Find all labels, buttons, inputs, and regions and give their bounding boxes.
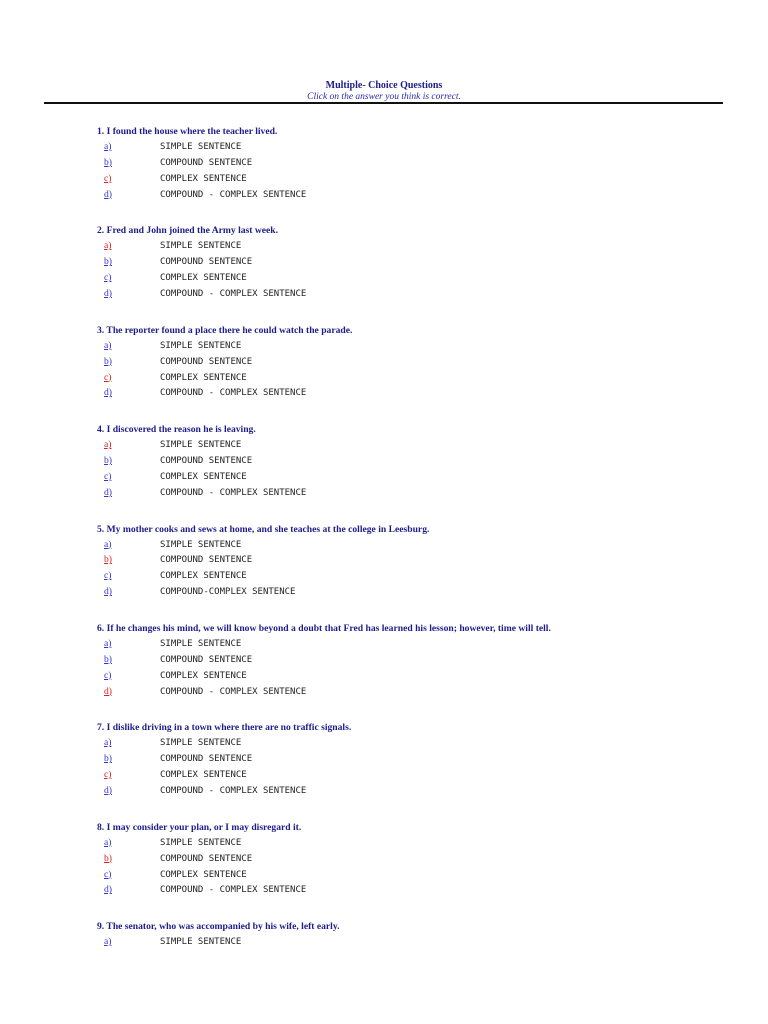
answer-option-label: COMPOUND SENTENCE [160, 456, 253, 467]
question-text: 1. I found the house where the teacher lived. [97, 126, 278, 137]
answer-option-link[interactable]: c) [104, 371, 112, 383]
page-header [0, 80, 768, 103]
answer-option-label: SIMPLE SENTENCE [160, 837, 242, 848]
answer-option-label: COMPLEX SENTENCE [160, 670, 247, 681]
answer-option-label: SIMPLE SENTENCE [160, 738, 242, 749]
answer-option-label: SIMPLE SENTENCE [160, 142, 242, 152]
question-block [97, 920, 737, 1019]
answer-option [97, 140, 737, 156]
answer-option-link[interactable]: a) [104, 936, 112, 948]
answer-option-label: COMPOUND SENTENCE [160, 157, 253, 168]
answer-option-link[interactable]: c) [104, 868, 112, 880]
answer-option-label: COMPLEX SENTENCE [160, 372, 247, 383]
answer-option-label: COMPOUND-COMPLEX SENTENCE [160, 587, 296, 598]
answer-option [97, 868, 737, 884]
page-title: Multiple- Choice Questions [325, 80, 443, 91]
answer-option-label: COMPOUND - COMPLEX SENTENCE [160, 289, 307, 300]
question-block [97, 224, 737, 323]
answer-option-link[interactable]: b) [104, 355, 112, 367]
answer-option-label: SIMPLE SENTENCE [160, 539, 242, 550]
question-block [97, 821, 737, 920]
answer-option-label: COMPOUND SENTENCE [160, 853, 253, 864]
answer-option [97, 883, 737, 899]
answer-option-link[interactable]: c) [104, 470, 112, 482]
answer-option [97, 752, 737, 768]
answer-option [97, 470, 737, 486]
answer-option-link[interactable]: d) [104, 486, 112, 498]
answer-option-link[interactable]: b) [104, 455, 112, 467]
answer-option [97, 156, 737, 172]
answer-option-label: COMPOUND - COMPLEX SENTENCE [160, 189, 307, 200]
answer-option-link[interactable]: a) [104, 538, 112, 550]
answer-option [97, 852, 737, 868]
question-block [97, 622, 737, 721]
answer-option-label: SIMPLE SENTENCE [160, 638, 242, 649]
answer-option-link[interactable]: d) [104, 884, 112, 896]
answer-option [97, 271, 737, 287]
answer-option-link[interactable]: a) [104, 339, 112, 351]
answer-option-link[interactable]: d) [104, 387, 112, 399]
answer-option-label: COMPLEX SENTENCE [160, 869, 247, 880]
answer-option-label: COMPOUND - COMPLEX SENTENCE [160, 885, 307, 896]
answer-option [97, 685, 737, 701]
answer-option-link[interactable]: b) [104, 653, 112, 665]
question-text: 9. The senator, who was accompanied by his wife, left early. [97, 921, 340, 933]
answer-option-link[interactable]: a) [104, 737, 112, 749]
answer-option-label: SIMPLE SENTENCE [160, 937, 242, 948]
question-text: 7. I dislike driving in a town where there are no traffic signals. [97, 722, 352, 734]
answer-option-label: SIMPLE SENTENCE [160, 241, 242, 252]
question-text: 2. Fred and John joined the Army last week. [97, 225, 279, 237]
answer-option-label: COMPOUND - COMPLEX SENTENCE [160, 786, 307, 797]
answer-option-label: COMPOUND SENTENCE [160, 356, 253, 367]
answer-option [97, 486, 737, 502]
answer-option [97, 255, 737, 271]
answer-option [97, 339, 737, 355]
answer-option-link[interactable]: d) [104, 586, 112, 598]
answer-option [97, 736, 737, 752]
answer-option [97, 438, 737, 454]
answer-option-link[interactable]: b) [104, 753, 112, 765]
instruction-text: Click on the answer you think is correct. [307, 92, 461, 102]
answer-option-link[interactable]: d) [104, 685, 112, 697]
question-block [97, 324, 737, 423]
answer-option [97, 836, 737, 852]
answer-option-label: COMPOUND - COMPLEX SENTENCE [160, 686, 307, 697]
question-block [97, 721, 737, 820]
answer-option-link[interactable]: a) [104, 240, 112, 252]
answer-option-link[interactable]: c) [104, 172, 112, 184]
question-text: 5. My mother cooks and sews at home, and she teaches at the college in Leesburg. [97, 523, 430, 535]
answer-option [97, 569, 737, 585]
answer-option-label: COMPLEX SENTENCE [160, 173, 247, 184]
question-text: 3. The reporter found a place there he could watch the parade. [97, 324, 353, 336]
question-text: 4. I discovered the reason he is leaving. [97, 424, 256, 436]
answer-option-link[interactable]: c) [104, 570, 112, 582]
answer-option-link[interactable]: a) [104, 637, 112, 649]
answer-option-link[interactable]: c) [104, 272, 112, 284]
answer-option-link[interactable]: a) [104, 439, 112, 451]
answer-option-link[interactable]: a) [104, 836, 112, 848]
answer-option-label: SIMPLE SENTENCE [160, 340, 242, 351]
answer-option [97, 386, 737, 402]
question-block [97, 125, 737, 224]
answer-option-label: COMPLEX SENTENCE [160, 571, 247, 582]
answer-option-label: COMPOUND SENTENCE [160, 555, 253, 566]
answer-option-label: COMPOUND - COMPLEX SENTENCE [160, 487, 307, 498]
answer-option-link[interactable]: a) [104, 141, 112, 152]
answer-option [97, 371, 737, 387]
answer-option [97, 239, 737, 255]
answer-option [97, 637, 737, 653]
answer-option [97, 355, 737, 371]
answer-option-label: SIMPLE SENTENCE [160, 440, 242, 451]
answer-option-label: COMPLEX SENTENCE [160, 770, 247, 781]
question-block [97, 423, 737, 522]
answer-option [97, 287, 737, 303]
question-text: 8. I may consider your plan, or I may disregard it. [97, 821, 302, 833]
answer-option-link[interactable]: c) [104, 669, 112, 681]
answer-option-label: COMPOUND - COMPLEX SENTENCE [160, 388, 307, 399]
answer-option [97, 669, 737, 685]
answer-option-label: COMPOUND SENTENCE [160, 257, 253, 268]
answer-option [97, 172, 737, 188]
answer-option-link[interactable]: d) [104, 288, 112, 300]
answer-option-link[interactable]: c) [104, 769, 112, 781]
answer-option-label: COMPLEX SENTENCE [160, 471, 247, 482]
answer-option-link[interactable]: b) [104, 852, 112, 864]
answer-option-link[interactable]: b) [104, 256, 112, 268]
answer-option-link[interactable]: b) [104, 554, 112, 566]
answer-option [97, 653, 737, 669]
answer-option [97, 585, 737, 601]
answer-option-link[interactable]: d) [104, 188, 112, 200]
answer-option [97, 768, 737, 784]
answer-option [97, 538, 737, 554]
answer-option-link[interactable]: d) [104, 785, 112, 797]
header-divider [44, 102, 723, 104]
answer-option [97, 553, 737, 569]
answer-option [97, 784, 737, 800]
question-list [97, 125, 737, 1020]
question-block [97, 523, 737, 622]
answer-option-label: COMPOUND SENTENCE [160, 654, 253, 665]
answer-option-label: COMPOUND SENTENCE [160, 754, 253, 765]
answer-option-label: COMPLEX SENTENCE [160, 273, 247, 284]
answer-option [97, 454, 737, 470]
answer-option-link[interactable]: b) [104, 156, 112, 168]
question-text: 6. If he changes his mind, we will know beyond a doubt that Fred has learned his lesson; however, time will tell. [97, 622, 551, 634]
answer-option [97, 935, 737, 951]
answer-option [97, 188, 737, 204]
